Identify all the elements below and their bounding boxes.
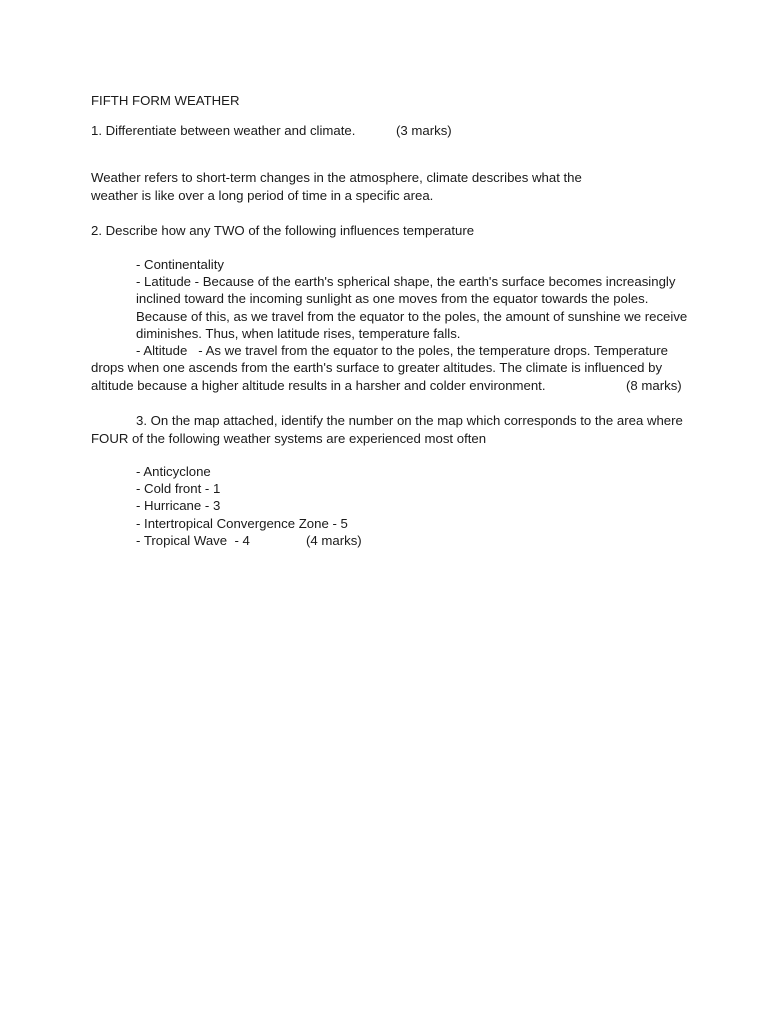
q2-question: 2. Describe how any TWO of the following influences temperature [91,223,475,238]
q2-latitude-line: inclined toward the incoming sunlight as one moves from the equator towards the poles. [136,291,649,306]
q3-question-line: 3. On the map attached, identify the number on the map which corresponds to the area where [136,413,683,428]
q2-item-continentality: - Continentality [136,257,224,272]
q2-altitude-line: altitude because a higher altitude results in a harsher and colder environment. [91,378,546,393]
q3-marks: (4 marks) [306,533,362,548]
q2-latitude-line: - Latitude - Because of the earth's spherical shape, the earth's surface becomes increasingly [136,274,676,289]
q2-altitude-line: drops when one ascends from the earth's surface to greater altitudes. The climate is influenced by [91,360,663,375]
document-title: FIFTH FORM WEATHER [91,93,240,108]
q2-latitude-line: diminishes. Thus, when latitude rises, temperature falls. [136,326,461,341]
q3-list-item: - Cold front - 1 [136,481,221,496]
q2-latitude-line: Because of this, as we travel from the equator to the poles, the amount of sunshine we receive [136,309,688,324]
q1-answer-line: weather is like over a long period of time in a specific area. [91,188,434,203]
q1-question: 1. Differentiate between weather and climate. [91,123,356,138]
q3-list-item: - Intertropical Convergence Zone - 5 [136,516,348,531]
q2-marks: (8 marks) [626,378,682,393]
q3-list-item: - Anticyclone [136,464,211,479]
q1-marks: (3 marks) [396,123,452,138]
q2-altitude-line: - Altitude - As we travel from the equator to the poles, the temperature drops. Temperature [136,343,668,358]
q3-list-item: - Tropical Wave - 4 [136,533,250,548]
q3-list-item: - Hurricane - 3 [136,498,221,513]
q3-question-line: FOUR of the following weather systems are experienced most often [91,431,487,446]
q1-answer-line: Weather refers to short-term changes in the atmosphere, climate describes what the [91,170,582,185]
